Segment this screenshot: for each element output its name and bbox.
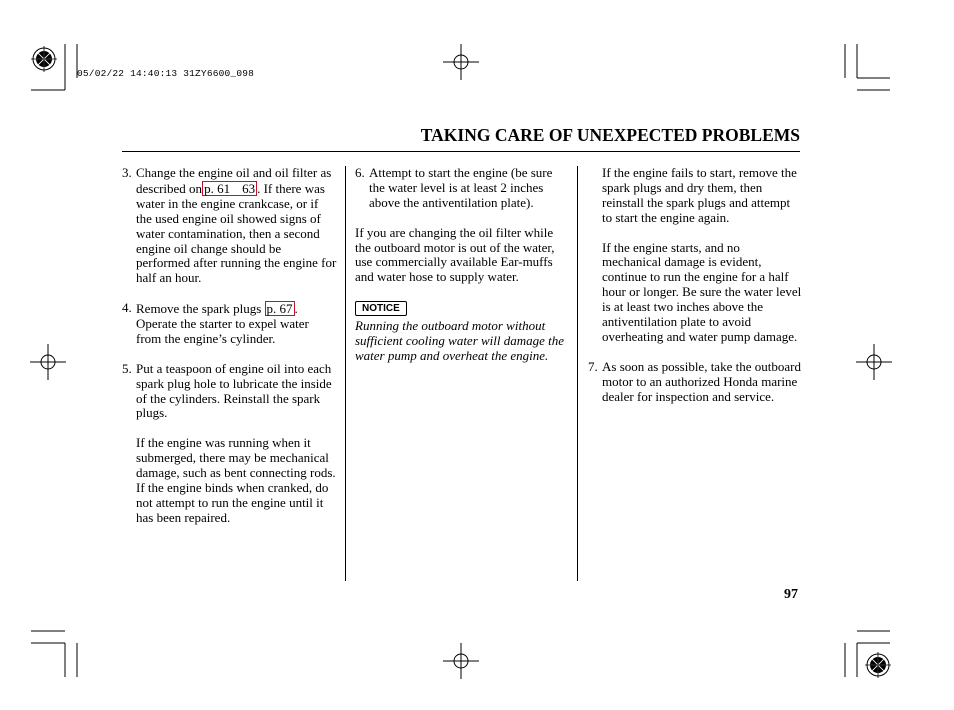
crosshair-target-icon [443,643,479,679]
step-number: 5. [122,360,132,376]
column-divider [345,166,346,581]
step-6 [355,166,570,211]
page-number: 97 [784,587,798,602]
section-title: TAKING CARE OF UNEXPECTED PROBLEMS [420,125,800,145]
step-text: As soon as possible, take the outboard motor to an authorized Honda marine dealer for inspection and service. [602,358,801,404]
ref-start: p. 61 [204,180,231,196]
paragraph-engine-fails: If the engine fails to start, remove the spark plugs and dry them, then reinstall the spark plugs and attempt to start the engine again. [602,165,797,225]
step-7 [588,360,802,405]
crosshair-target-icon [443,44,479,80]
ref-end: 63 [242,180,256,196]
step-text: . If there was water in the engine crankcase, or if the used engine oil showed signs of water contamination, then a second engine oil change should be performed after running the engine for half an hour. [136,180,337,286]
step-3 [122,166,337,286]
page-reference-link[interactable]: p. 67 [266,301,293,317]
column-middle [355,166,570,379]
paragraph-oil-filter: If you are changing the oil filter while the outboard motor is out of the water, use commercially available Ear-muffs and water hose to supply water. [355,224,555,285]
step-4 [122,301,337,347]
step-5 [122,362,337,422]
paragraph-running-submerged: If the engine was running when it submerged, there may be mechanical damage, such as bent connecting rods. If the engine binds when cranked, do not attempt to run the engine until it has been repaired. [136,435,336,525]
registration-sunburst-icon [31,46,57,72]
notice-text: Running the outboard motor without sufficient cooling water will damage the water pump and overheat the engine. [355,318,565,363]
notice-label: NOTICE [355,301,407,316]
column-right [588,166,802,419]
step-text: . Operate the starter to expel water from the engine’s cylinder. [136,301,309,346]
print-timestamp: 05/02/22 14:40:13 31ZY6600_098 [77,68,255,79]
step-text: Change the engine oil and oil filter as described on [136,165,332,196]
step-text: Attempt to start the engine (be sure the water level is at least 2 inches above the antiventilation plate). [369,165,553,210]
step-text: Put a teaspoon of engine oil into each spark plug hole to lubricate the inside of the cylinders. Reinstall the spark plugs. [136,360,332,421]
notice-box [355,300,570,319]
page-reference-link[interactable] [202,181,257,196]
step-number: 7. [588,358,598,374]
step-number: 6. [355,165,365,180]
registration-sunburst-icon [865,652,891,678]
header-rule [122,151,800,152]
step-number: 3. [122,165,132,180]
column-divider [577,166,578,581]
step-text: Remove the spark plugs [136,301,262,317]
paragraph-engine-starts: If the engine starts, and no mechanical damage is evident, continue to run the engine for a half hour or longer. Be sure the water level is at least two inches above the antiventilation plate to avoid overheating and water pump damage. [602,239,802,344]
crosshair-target-icon [30,344,66,380]
column-left [122,166,337,541]
crosshair-target-icon [856,344,892,380]
step-number: 4. [122,300,132,316]
